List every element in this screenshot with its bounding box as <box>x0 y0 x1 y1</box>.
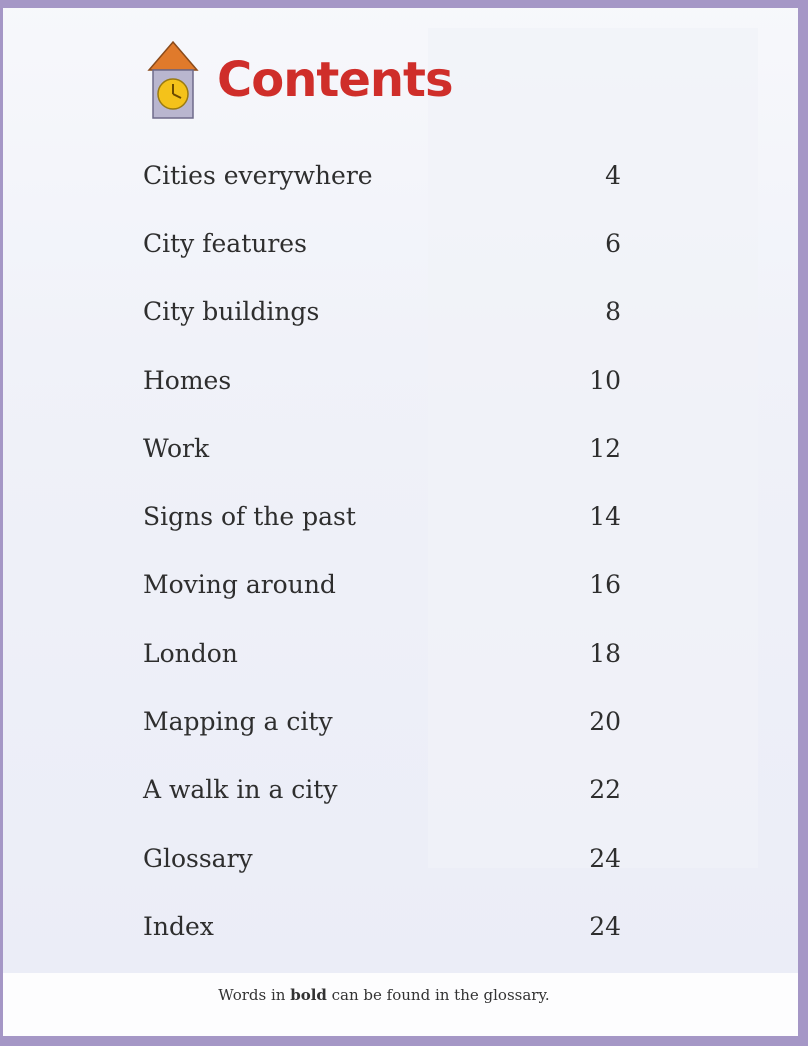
toc-title: City features <box>143 228 307 258</box>
glossary-note-after: can be found in the glossary. <box>326 986 550 1004</box>
toc-page-number: 16 <box>589 570 621 600</box>
toc-row[interactable] <box>143 278 621 346</box>
toc-row[interactable] <box>143 209 621 277</box>
toc-page-number: 6 <box>605 228 621 258</box>
toc-title: A walk in a city <box>143 775 338 805</box>
toc-page-number: 14 <box>589 502 621 532</box>
toc-page-number: 20 <box>589 707 621 737</box>
toc-title: Work <box>143 433 210 463</box>
toc-row[interactable] <box>143 892 621 960</box>
clock-tower-icon <box>145 40 201 120</box>
toc-page-number: 18 <box>589 638 621 668</box>
toc-page-number: 10 <box>589 365 621 395</box>
toc-page-number: 4 <box>605 160 621 190</box>
toc-page-number: 22 <box>589 775 621 805</box>
toc-row[interactable] <box>143 414 621 482</box>
toc-title: Cities everywhere <box>143 160 373 190</box>
toc-row[interactable] <box>143 346 621 414</box>
contents-header <box>145 40 453 120</box>
page-title: Contents <box>217 52 453 108</box>
toc-title: Mapping a city <box>143 707 333 737</box>
toc-title: Signs of the past <box>143 502 356 532</box>
toc-title: Moving around <box>143 570 336 600</box>
toc-page-number: 24 <box>589 843 621 873</box>
toc-row[interactable] <box>143 482 621 550</box>
table-of-contents <box>143 141 621 961</box>
toc-page-number: 24 <box>589 911 621 941</box>
toc-row[interactable] <box>143 687 621 755</box>
glossary-note <box>3 986 765 1004</box>
toc-row[interactable] <box>143 824 621 892</box>
toc-row[interactable] <box>143 551 621 619</box>
toc-row[interactable] <box>143 619 621 687</box>
glossary-note-before: Words in <box>218 986 291 1004</box>
toc-title: City buildings <box>143 297 320 327</box>
toc-title: Glossary <box>143 843 253 873</box>
toc-title: London <box>143 638 238 668</box>
toc-page-number: 12 <box>589 433 621 463</box>
book-page <box>3 8 798 1036</box>
toc-title: Index <box>143 911 214 941</box>
toc-page-number: 8 <box>605 297 621 327</box>
toc-row[interactable] <box>143 756 621 824</box>
toc-row[interactable] <box>143 141 621 209</box>
glossary-note-bold: bold <box>290 986 327 1004</box>
toc-title: Homes <box>143 365 232 395</box>
